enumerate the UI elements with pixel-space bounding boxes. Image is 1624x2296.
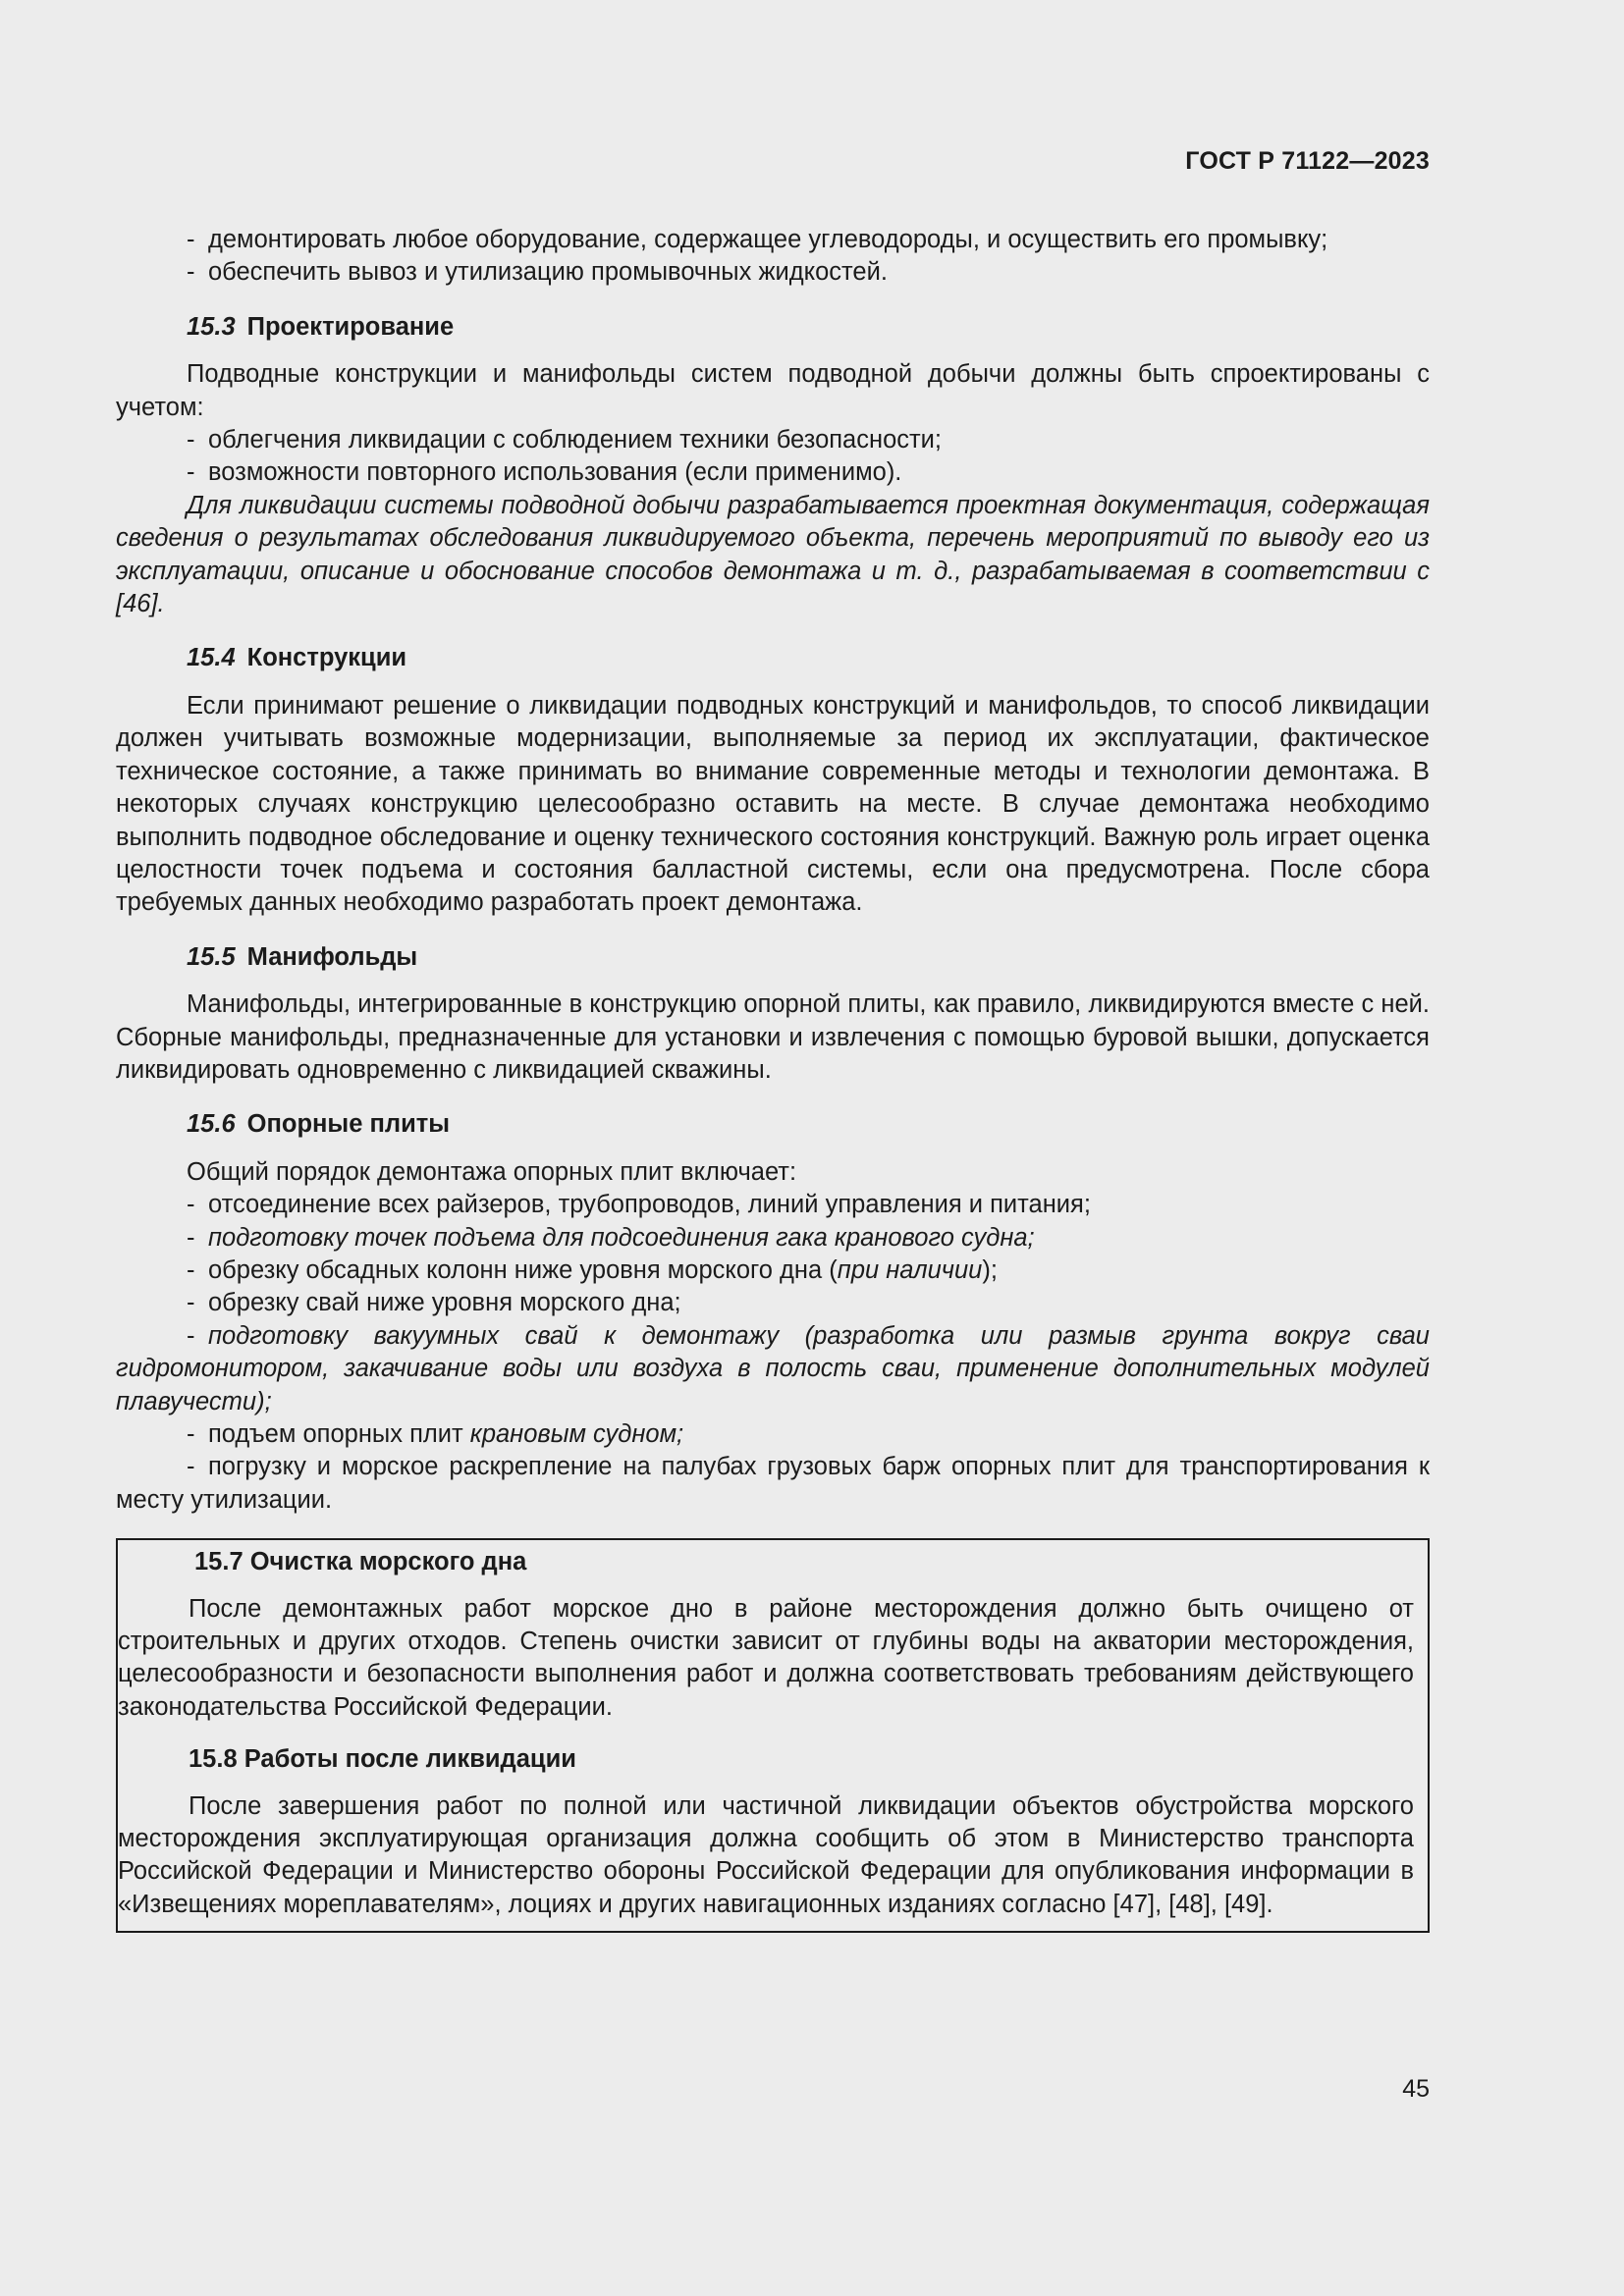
paragraph: Манифольды, интегрированные в конструкцию опорной плиты, как правило, ликвидируются вместе с ней. Сборные манифольды, предназначенные для установки и извлечения с помощью буровой вышки, допускается ликвидировать одновременно с ликвидацией скважины. xyxy=(116,990,1430,1084)
document-page xyxy=(116,0,1430,2296)
section-number: 15.5 xyxy=(187,942,236,971)
list-item-text: демонтировать любое оборудование, содержащее углеводороды, и осуществить его промывку; xyxy=(208,226,1328,253)
paragraph: Если принимают решение о ликвидации подводных конструкций и манифольдов, то способ ликвидации должен учитывать возможные модернизации, выполняемые за период их эксплуатации, фактическое техническое состояние, а также принимать во внимание современные методы и технологии демонтажа. В некоторых случаях конструкцию целесообразно оставить на месте. В случае демонтажа необходимо выполнить подводное обследование и оценку технического состояния конструкций. Важную роль играет оценка целостности точек подъема и состояния балластной системы, если она предусмотрена. После сбора требуемых данных необходимо разработать проект демонтажа. xyxy=(116,691,1430,917)
paragraph: После завершения работ по полной или частичной ликвидации объектов обустройства морского месторождения эксплуатирующая организация должна сообщить об этом в Министерство транспорта Российской Федерации и Министерство обороны Российской Федерации для опубликования информации в «Извещениях мореплавателям», лоциях и других навигационных изданиях согласно [47], [48], [49]. xyxy=(118,1791,1414,1918)
section-heading-15-7: 15.7 Очистка морского дна xyxy=(194,1548,527,1576)
list-item-text: ); xyxy=(982,1255,998,1284)
paragraph: Общий порядок демонтажа опорных плит включает: xyxy=(187,1157,797,1186)
list-dash: - xyxy=(187,1223,195,1252)
list-dash: - xyxy=(187,1255,195,1284)
section-heading-15-4 xyxy=(116,642,1430,674)
paragraph: После демонтажных работ морское дно в районе месторождения должно быть очищено от строительных и других отходов. Степень очистки зависит от глубины воды на акватории месторождения, целесообразности и безопасности выполнения работ и должна соответствовать требованиям действующего законодательства Российской Федерации. xyxy=(118,1594,1414,1721)
list-item xyxy=(116,1320,1430,1418)
list-item-text: обрезку обсадных колонн ниже уровня морского дна ( xyxy=(208,1255,838,1284)
list-item xyxy=(116,256,1430,289)
list-item xyxy=(116,456,1430,489)
list-dash: - xyxy=(187,1453,195,1481)
list-item xyxy=(116,424,1430,456)
list-item xyxy=(116,224,1430,256)
list-item-text: облегчения ликвидации с соблюдением техники безопасности; xyxy=(208,426,943,454)
list-dash: - xyxy=(187,458,195,487)
section-title: Манифольды xyxy=(246,942,418,971)
list-dash: - xyxy=(187,1289,195,1317)
list-item-text: обрезку свай ниже уровня морского дна; xyxy=(208,1289,681,1317)
section-title: Конструкции xyxy=(246,644,407,672)
list-dash: - xyxy=(187,258,195,287)
list-item xyxy=(116,1222,1430,1255)
list-item xyxy=(116,1287,1430,1319)
framed-amendment-box xyxy=(116,1538,1430,1933)
list-dash: - xyxy=(187,1191,195,1219)
list-dash: - xyxy=(187,226,195,253)
section-heading-15-8: 15.8 Работы после ликвидации xyxy=(189,1745,576,1774)
list-dash: - xyxy=(187,1420,195,1448)
list-item-emphasis: крановым судном; xyxy=(469,1420,684,1448)
section-heading-15-6 xyxy=(116,1108,1430,1141)
section-title: Проектирование xyxy=(246,312,455,341)
list-item xyxy=(116,1189,1430,1221)
list-item-text: обеспечить вывоз и утилизацию промывочных жидкостей. xyxy=(208,258,888,287)
document-id: ГОСТ Р 71122—2023 xyxy=(1185,147,1430,175)
section-title: Опорные плиты xyxy=(246,1110,451,1139)
section-heading-15-3 xyxy=(116,311,1430,344)
list-item-text: подготовку точек подъема для подсоединения гака кранового судна; xyxy=(208,1223,1035,1252)
page-number: 45 xyxy=(1402,2075,1430,2103)
paragraph: Подводные конструкции и манифольды систем подводной добычи должны быть спроектированы с учетом: xyxy=(116,360,1430,421)
section-number: 15.4 xyxy=(187,644,236,672)
list-item-emphasis: при наличии xyxy=(837,1255,983,1284)
section-number: 15.3 xyxy=(187,312,236,341)
list-item-text: возможности повторного использования (если применимо). xyxy=(208,458,902,487)
list-item-text: подготовку вакуумных свай к демонтажу (разработка или размыв грунта вокруг сваи гидромонитором, закачивание воды или воздуха в полость сваи, применение дополнительных модулей плавучести); xyxy=(116,1321,1430,1415)
document-body xyxy=(116,224,1430,1933)
list-item-text: отсоединение всех райзеров, трубопроводов, линий управления и питания; xyxy=(208,1191,1091,1219)
list-item-text: подъем опорных плит xyxy=(208,1420,470,1448)
list-dash: - xyxy=(187,426,195,454)
section-heading-15-5 xyxy=(116,941,1430,974)
list-item-text: погрузку и морское раскрепление на палубах грузовых барж опорных плит для транспортирования к месту утилизации. xyxy=(116,1453,1430,1514)
list-item xyxy=(116,1451,1430,1517)
list-dash: - xyxy=(187,1321,195,1350)
section-number: 15.6 xyxy=(187,1110,236,1139)
italic-paragraph: Для ликвидации системы подводной добычи разрабатывается проектная документация, содержащая сведения о результатах обследования ликвидируемого объекта, перечень мероприятий по выводу его из эксплуатации, описание и обоснование способов демонтажа и т. д., разрабатываемая в соответствии с [46]. xyxy=(116,491,1430,618)
list-item xyxy=(116,1255,1430,1287)
list-item xyxy=(116,1418,1430,1451)
